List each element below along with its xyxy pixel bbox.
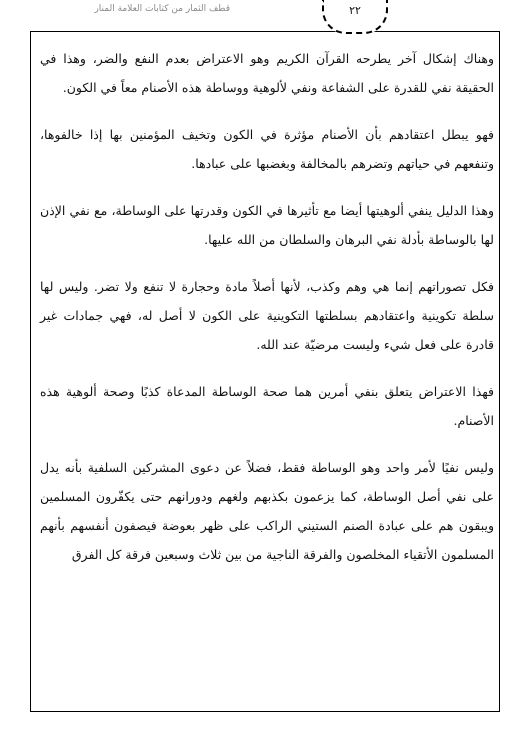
paragraph: فهو يبطل اعتقادهم بأن الأصنام مؤثرة في الكون وتخيف المؤمنين بها إذا خالفوها، وتنفعهم في حياتهم وتضرهم بالمخالفة وبغضبها على عبادها. bbox=[40, 127, 494, 171]
header-title: قطف الثمار من كتابات العلامة المنار bbox=[94, 4, 230, 14]
page-number: ٢٢ bbox=[349, 4, 361, 17]
page-number-badge bbox=[322, 0, 388, 34]
paragraph: وليس نفيًا لأمر واحد وهو الوساطة فقط، فضلاً عن دعوى المشركين السلفية بأنه يدل على نفي أصل الوساطة، كما يزعمون بكذبهم ولغهم ودورانهم حتى يكفّرون المسلمين ويبقون هم على عبادة الصنم الستيني الراكب على ظهر بعوضة فيصفون أنفسهم بأنهم المسلمون الأتقياء المخلصون والفرقة الناجية من بين ثلاث وسبعين فرقة كل الفرق bbox=[40, 460, 494, 562]
paragraph: فكل تصوراتهم إنما هي وهم وكذب، لأنها أصلاً مادة وحجارة لا تنفع ولا تضر. وليس لها سلطة تكوينية واعتقادهم بسلطتها التكوينية على الكون لا أصل له، فهي جمادات غير قادرة على فعل شيء وليست مرضيّة عند الله. bbox=[40, 279, 494, 352]
paragraph: وهناك إشكال آخر يطرحه القرآن الكريم وهو الاعتراض بعدم النفع والضر، وهذا في الحقيقة نفي للقدرة على الشفاعة ونفي لألوهية ووساطة هذه الأصنام معاً في الكون. bbox=[40, 51, 494, 95]
paragraph: وهذا الدليل ينفي ألوهيتها أيضا مع تأثيرها في الكون وقدرتها على الوساطة، مع نفي الإذن لها بالوساطة بأدلة نفي البرهان والسلطان من الله عليها. bbox=[40, 203, 494, 247]
paragraph: فهذا الاعتراض يتعلق بنفي أمرين هما صحة الوساطة المدعاة كذبًا وصحة ألوهية هذه الأصنام. bbox=[40, 384, 494, 428]
page-body bbox=[40, 44, 494, 587]
